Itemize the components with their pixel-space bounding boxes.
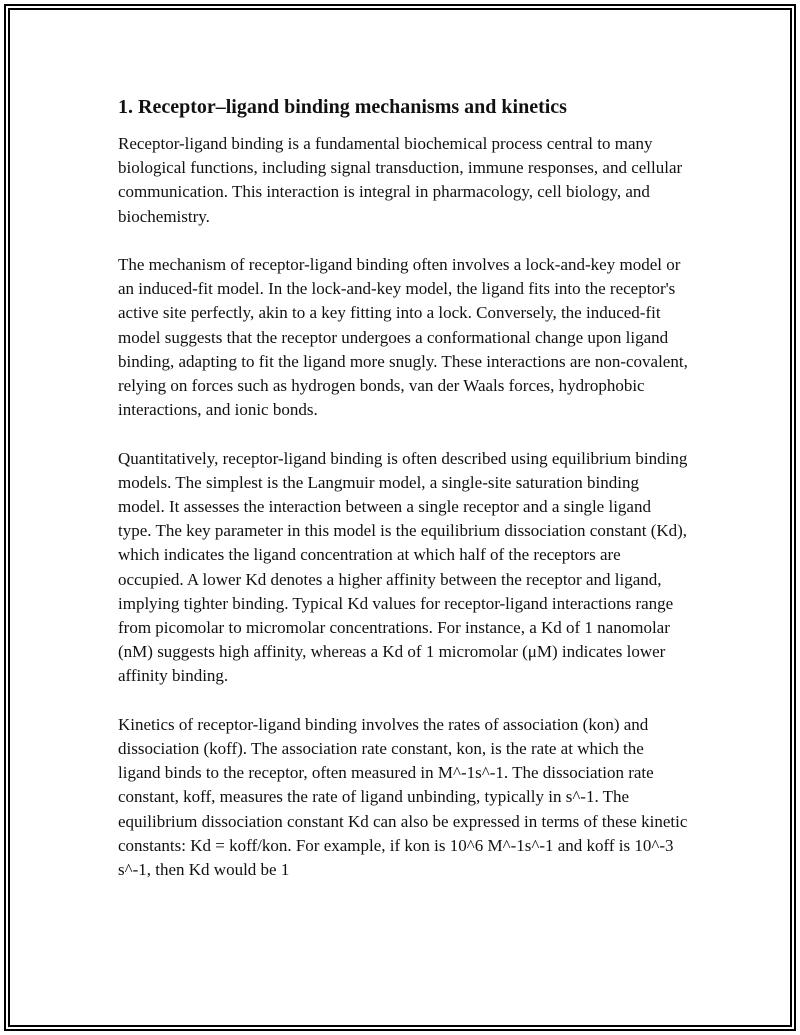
paragraph-intro: Receptor-ligand binding is a fundamental biochemical process central to many biological functions, including signal transduction, immune responses, and cellular communication. This interaction is integral in pharmacology, cell biology, and biochemistry.	[118, 134, 683, 226]
paragraph-equilibrium: Quantitatively, receptor-ligand binding is often described using equilibrium binding models. The simplest is the Langmuir model, a single-site saturation binding model. It assesses the interaction between a single receptor and a single ligand type. The key parameter in this model is the equilibrium dissociation constant (Kd), which indicates the ligand concentration at which half of the receptors are occupied. A lower Kd denotes a higher affinity between the receptor and ligand, implying tighter binding. Typical Kd values for receptor-ligand interactions range from picomolar to micromolar concentrations. For instance, a Kd of 1 nanomolar (nM) suggests high affinity, whereas a Kd of 1 micromolar (μM) indicates lower affinity binding.	[118, 448, 688, 686]
section-heading: 1. Receptor–ligand binding mechanisms and kinetics	[118, 96, 567, 118]
paragraph-kinetics: Kinetics of receptor-ligand binding involves the rates of association (kon) and dissociation (koff). The association rate constant, kon, is the rate at which the ligand binds to the receptor, often measured in M^-1s^-1. The dissociation rate constant, koff, measures the rate of ligand unbinding, typically in s^-1. The equilibrium dissociation constant Kd can also be expressed in terms of these kinetic constants: Kd = koff/kon. For example, if kon is 10^6 M^-1s^-1 and koff is 10^-3 s^-1, then Kd would be 1	[118, 714, 688, 880]
document-body	[118, 94, 688, 906]
paragraph-mechanism: The mechanism of receptor-ligand binding often involves a lock-and-key model or an induced-fit model. In the lock-and-key model, the ligand fits into the receptor's active site perfectly, akin to a key fitting into a lock. Conversely, the induced-fit model suggests that the receptor undergoes a conformational change upon ligand binding, adapting to fit the ligand more snugly. These interactions are non-covalent, relying on forces such as hydrogen bonds, van der Waals forces, hydrophobic interactions, and ionic bonds.	[118, 255, 688, 420]
